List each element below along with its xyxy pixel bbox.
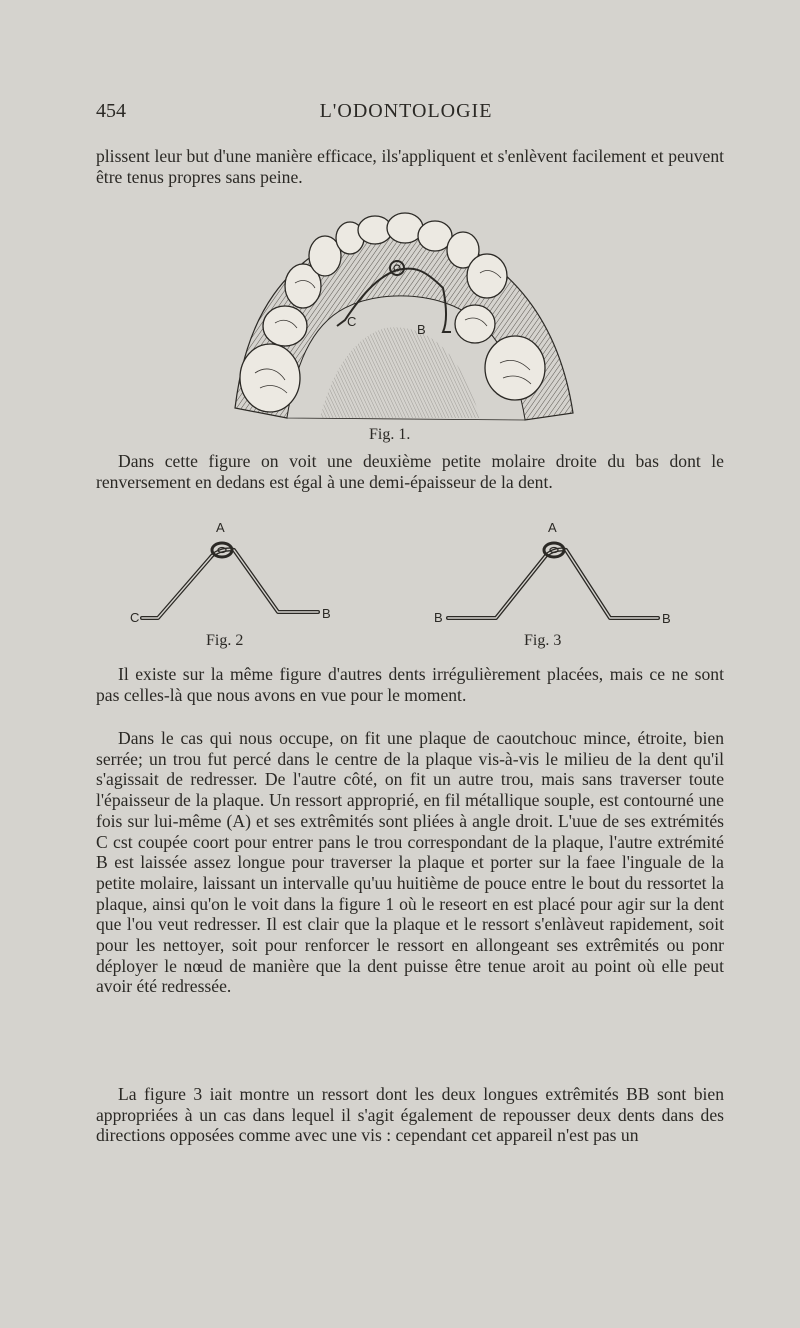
figure-2-label-c: C [130,610,140,625]
paragraph-figure-description: Dans cette figure on voit une deuxième petite molaire droite du bas dont le renversement en dedans est égal à une demi-épaisseur de la dent. [96,451,724,492]
paragraph-other-teeth: Il existe sur la même figure d'autres dents irrégulièrement placées, mais ce ne sont pas celles-là que nous avons en vue pour le moment. [96,664,724,705]
paragraph-procedure: Dans le cas qui nous occupe, on fit une plaque de caoutchouc mince, étroite, bien serrée; un trou fut percé dans le centre de la plaque vis-à-vis le milieu de la dent qu'il s'agissait de redresser. De l'autre côté, on fit un autre trou, mais sans traverser toute l'épaisseur de la plaque. Un ressort approprié, en fil métallique souple, est contourné une fois sur lui-même (A) et ses extrêmités sont pliées à angle droit. L'uue de ses extrémités C cst coupée coort pour entrer pans le trou correspondant de la plaque, l'autre extrémité B est laissée assez longue pour traverser la plaque et porter sur la faee l'inguale de la petite molaire, laissant un intervalle qu'uu huitième de pouce entre le bout du ressortet la plaque, ainsi qu'on le voit dans la figure 1 où le reseort en est placé pour agir sur la dent que l'ou veut redresser. Il est clair que la plaque et le ressort s'enlàveut rapidement, soit pour les nettoyer, soit pour renforcer le ressort en allongeant ses extrêmités ou ponr déployer le nœud de manière que la dent puisse être tenue aroit au point où elle peut avoir été redressée. [96,728,724,997]
figure-2-label-a: A [216,520,225,535]
page-header [96,100,716,130]
figure-3-caption: Fig. 3 [524,632,562,649]
running-title: L'ODONTOLOGIE [319,100,493,122]
figure-3-spring [432,518,682,628]
page-number: 454 [96,100,126,122]
figure-1-caption: Fig. 1. [369,426,411,443]
figure-2-spring [128,518,353,628]
paragraph-figure-3: La figure 3 iait montre un ressort dont les deux longues extrêmités BB sont bien appropriées à un cas dans lequel il s'agit également de repousser deux dents dans des directions opposées comme avec une vis : cependant cet appareil n'est pas un [96,1084,724,1146]
figure-3-label-b-left: B [434,610,443,625]
figure-1-label-c: C [347,314,357,329]
figure-1-label-b: B [417,322,426,337]
figure-3-label-a: A [548,520,557,535]
figure-2-caption: Fig. 2 [206,632,244,649]
figure-2-label-b: B [322,606,331,621]
figure-3-label-b-right: B [662,611,671,626]
paragraph-continuation: plissent leur but d'une manière efficace, ils'appliquent et s'enlèvent facilement et peuvent être tenus propres sans peine. [96,146,724,187]
figure-1-dental-arch [225,208,585,423]
